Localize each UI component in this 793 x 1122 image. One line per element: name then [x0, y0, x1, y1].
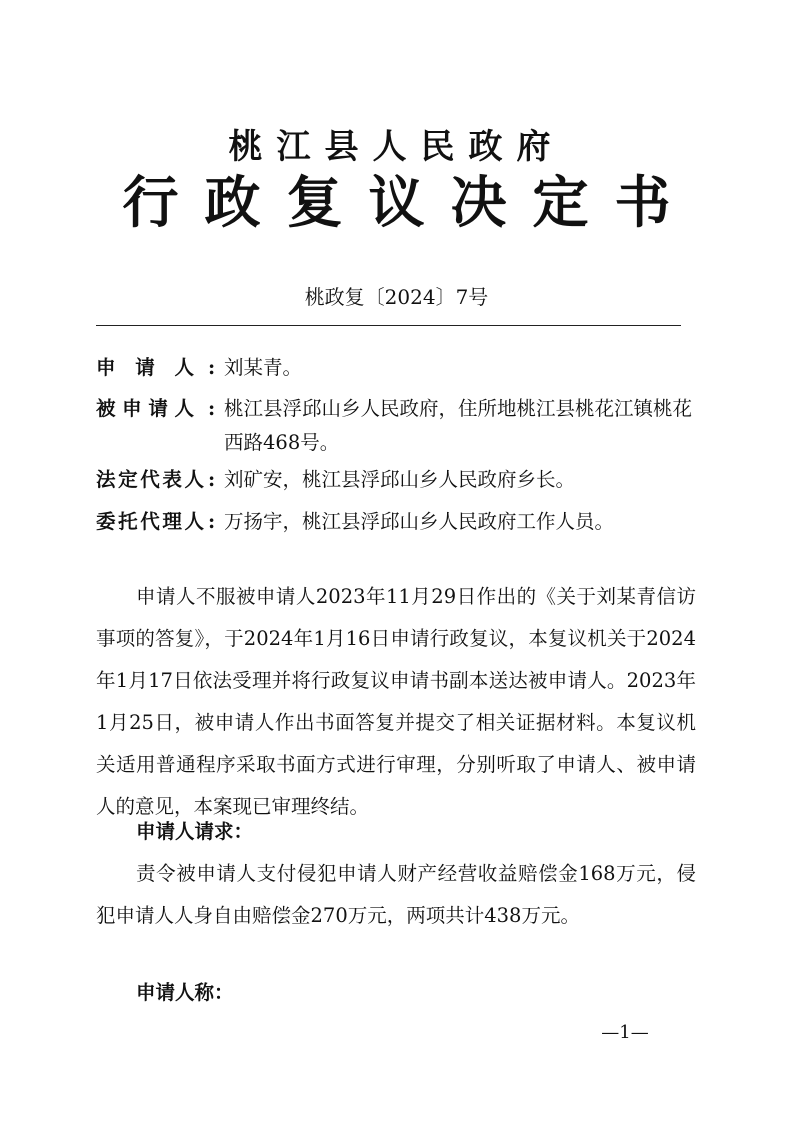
- document-number: 桃政复〔2024〕7号: [304, 285, 489, 309]
- page-number: —1—: [601, 1022, 649, 1043]
- party-label: 委托代理人: [96, 510, 204, 533]
- party-value: 刘矿安，桃江县浮邱山乡人民政府乡长。: [224, 468, 576, 491]
- request-heading: 申请人请求：: [136, 820, 254, 843]
- request-paragraph: 责令被申请人支付侵犯申请人财产经营收益赔偿金168万元，侵犯申请人人身自由赔偿金270万元，两项共计438万元。: [96, 862, 696, 927]
- party-value: 万扬宇，桃江县浮邱山乡人民政府工作人员。: [224, 510, 615, 533]
- party-label: 被申请人: [96, 397, 194, 420]
- party-colon: :: [208, 510, 216, 533]
- party-colon: :: [208, 468, 216, 491]
- issuing-authority-title: 桃江县人民政府: [228, 127, 565, 167]
- case-background-paragraph: 申请人不服被申请人2023年11月29日作出的《关于刘某青信访事项的答复》，于2024年1月16日申请行政复议，本复议机关于2024年1月17日依法受理并将行政复议申请书副本送达被申请人。2023年1月25日，被申请人作出书面答复并提交了相关证据材料。本复议机关适用普通程序采取书面方式进行审理，分别听取了申请人、被申请人的意见，本案现已审理终结。: [96, 585, 696, 818]
- party-value: 桃江县浮邱山乡人民政府，住所地桃江县桃花江镇桃花西路468号。: [224, 397, 693, 454]
- party-authorized-agent: [96, 505, 716, 539]
- party-value: 刘某青。: [224, 356, 303, 379]
- party-label: 申 请 人: [96, 356, 194, 379]
- claim-heading: 申请人称：: [136, 981, 234, 1004]
- party-colon: :: [208, 397, 216, 420]
- party-applicant: [96, 351, 716, 385]
- party-label: 法定代表人: [96, 468, 204, 491]
- header-divider: [96, 325, 681, 326]
- party-respondent: [96, 392, 716, 464]
- party-colon: :: [208, 356, 216, 379]
- document-title: 行政复议决定书: [122, 170, 697, 236]
- party-legal-representative: [96, 463, 716, 497]
